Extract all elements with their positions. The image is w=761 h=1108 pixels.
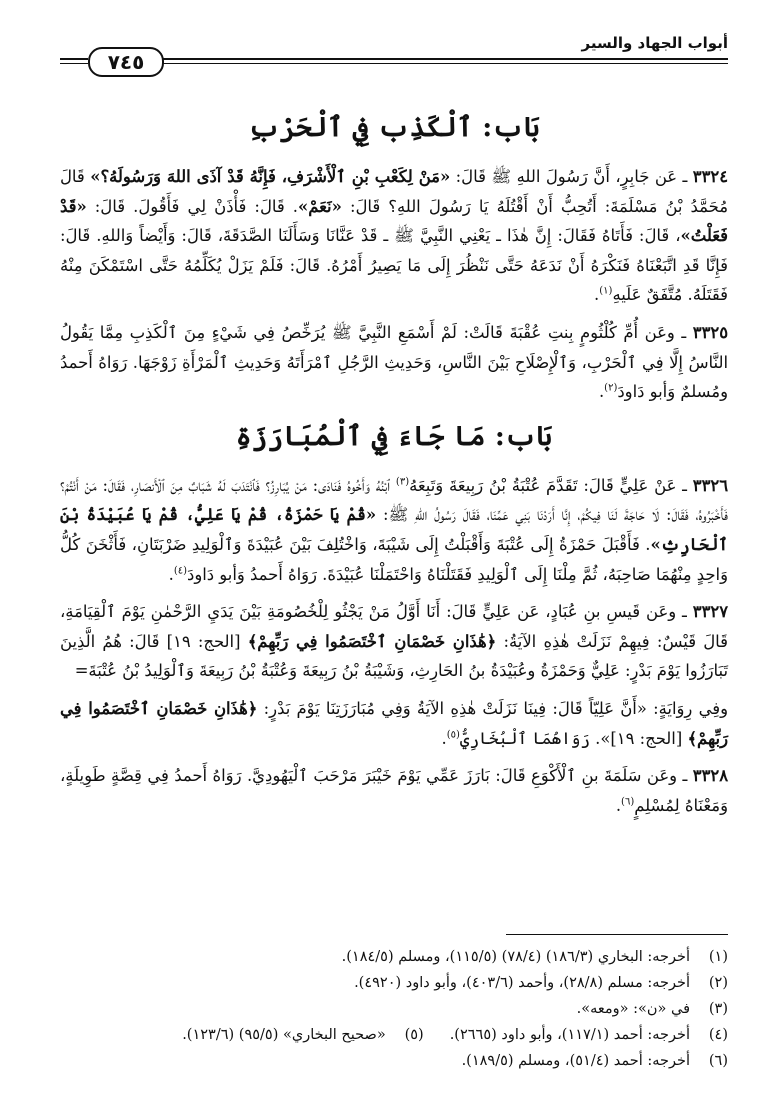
hadith-text: ـ عَنْ عَلِيٍّ قَالَ: تَقَدَّمَ عُتْبَةُ بْنُ رَبِيعَةَ وَتَبِعَهُ <box>409 475 693 495</box>
header-rule-thin <box>160 63 728 64</box>
footnote-number: (٢) <box>708 975 728 991</box>
footnote-text: أخرجه: أحمد (٥١/٤)، ومسلم (١٨٩/٥). <box>461 1053 690 1069</box>
hadith-text: [الحج: ١٩] قَالَ: هُمُ الَّذِينَ تَبَارَزُوا يَوْمَ بَدْرٍ: عَلِيٌّ وَحَمْزَةُ وعُبَيْدَةُ بنُ الحَارِثِ، وَشَيْبَةُ بْنُ رَبِيعَةَ وَعُتْبَةُ بْنُ رَبِيعَةَ وَٱلْوَلِيدُ بْنُ عُتْبَةَ= <box>60 631 728 681</box>
footnote-6 <box>60 1048 728 1074</box>
hadith-text: . <box>598 382 605 402</box>
hadith-3328 <box>60 761 728 820</box>
hadith-number: ٣٣٢٤ <box>692 167 728 186</box>
footnote-text: أخرجه: البخاري (١٨٦/٣) (٧٨/٤) (١١٥/٥)، ومسلم (١٨٤/٥). <box>341 949 690 965</box>
footnote-4-5 <box>60 1022 728 1048</box>
chapter-heading-lying-in-war: بَاب: ٱلْكَذِب فِي ٱلْحَرْبِ <box>248 112 540 143</box>
footnote-ref[interactable]: (٣) <box>395 476 410 488</box>
hadith-3324 <box>60 162 728 310</box>
hadith-text: وفِي رِوَايَةٍ: «أَنَّ عَلِيّاً قَالَ: فِينَا نَزَلَتْ هٰذِهِ الآيَةُ وَفِي مُبَارَزَتِنَا يَوْمَ بَدْرٍ: <box>257 698 728 718</box>
footnote-ref[interactable]: (٥) <box>446 729 460 741</box>
hadith-number: ٣٣٢٨ <box>692 766 728 786</box>
footnote-number: (٤) <box>708 1027 728 1043</box>
footnote-1 <box>60 944 728 970</box>
header-rule-tail <box>60 58 88 60</box>
prophet-speech: «نَعَمْ» <box>297 196 342 216</box>
hadith-text: قَالَ مُحَمَّدُ بْنُ مَسْلَمَةَ: أَتُحِبُّ أَنْ أَقْتُلَهُ يَا رَسُولَ اللهِ؟ قَالَ: <box>60 167 728 216</box>
footnotes <box>60 944 728 1074</box>
footnote-text: أخرجه: أحمد (١١٧/١)، وأبو داود (٢٦٦٥). <box>449 1027 690 1043</box>
chapter-heading-duel: بَاب: مَا جَاءَ فِي ٱلْمُبَارَزَةِ <box>235 420 553 452</box>
footnote-3 <box>60 996 728 1022</box>
hadith-3325 <box>60 318 728 407</box>
footnote-number: (٦) <box>708 1053 728 1069</box>
header-rule-tail-thin <box>60 63 88 64</box>
prophet-speech: «قُمْ يَا حَمْزَةُ، قُمْ يَا عَلِيُّ، قُمْ يَا عُبَيْدَةُ بْنَ ٱلْحَارِثِ» <box>60 505 728 554</box>
footnote-ref[interactable]: (٤) <box>173 565 188 577</box>
footnote-separator <box>506 934 728 935</box>
hadith-text: . <box>594 285 600 305</box>
footnote-text: أخرجه: مسلم (٢٨/٨)، وأحمد (٤٠٣/٦)، وأبو داود (٤٩٢٠). <box>354 975 690 991</box>
hadith-3327-variant <box>60 694 728 753</box>
footnote-number: (١) <box>708 949 728 965</box>
hadith-text: ـ عَن جَابِرٍ، أَنَّ رَسُولَ اللهِ ﷺ قَالَ: <box>450 167 693 186</box>
hadith-text: ـ وعَن قَيسِ بنِ عُبَادٍ، عَن عَلِيٍّ قَالَ: أَنَا أَوَّلُ مَنْ يَجْثُو لِلْخُصُومَةِ بَيْنَ يَدَيِ الرَّحْمٰنِ يَوْمَ ٱلْقِيَامَةِ، قَالَ قَيْسٌ: فِيهِمْ نَزَلَتْ هٰذِهِ الآيَةُ: <box>60 602 728 651</box>
page-body <box>60 108 728 828</box>
footnote-ref[interactable]: (٢) <box>604 382 618 394</box>
hadith-3327 <box>60 597 728 686</box>
hadith-3326 <box>60 471 728 589</box>
hadith-text: ، قَالَ: فَأَتَاهُ فَقَالَ: إِنَّ هٰذَا ـ يَعْنِي النَّبِيَّ ﷺ ـ قَدْ عَنَّانَا وَسَأَلَنَا الصَّدَقَةَ، قَالَ: وَأَيْضاً وَاللهِ. قَالَ: فَإِنَّا قَدِ اتَّبَعْنَاهُ فَنَكْرَهُ أَنْ نَدَعَهُ حَتَّى نَنْظُرَ إِلَى مَا يَصِيرُ أَمْرُهُ. قَالَ: فَلَمْ يَزَلْ يُكَلِّمُهُ حَتَّى اسْتَمْكَنَ مِنْهُ فَقَتَلَهُ. مُتَّفَقٌ عَلَيهِ <box>60 226 728 305</box>
footnote-number: (٥) <box>404 1027 424 1043</box>
footnote-text: في «ن»: «ومعه». <box>576 1001 690 1017</box>
hadith-number: ٣٣٢٧ <box>692 602 728 622</box>
hadith-text: ـ وعَن سَلَمَةَ بنِ ٱلْأَكْوَعِ قَالَ: بَارَزَ عَمِّي يَوْمَ خَيْبَرَ مَرْحَبَ ٱلْيَهُودِيَّ. رَوَاهُ أَحمدُ فِي قِصَّةٍ طَوِيلَةٍ، وَمَعْنَاهُ لِمُسْلِمٍ <box>60 766 728 815</box>
footnote-number: (٣) <box>708 1001 728 1017</box>
header-rule <box>160 58 728 60</box>
footnote-ref[interactable]: (١) <box>599 285 613 297</box>
quran-verse: ﴿هَٰذَانِ خَصْمَانِ ٱخْتَصَمُوا فِي رَبِّهِمْ﴾ <box>247 631 497 651</box>
hadith-text: . <box>168 564 174 584</box>
footnote-ref[interactable]: (٦) <box>621 796 635 808</box>
running-header <box>60 34 728 78</box>
hadith-text: . فَأَقْبَلَ حَمْزَةُ إِلَى عُتْبَةَ وَأَقْبَلْتُ إِلَى شَيْبَةَ، وَاخْتُلِفَ بَيْنَ عُبَيْدَةَ وَٱلْوَلِيدِ ضَرْبَتَانِ، فَأَثْخَنَ كُلُّ وَاحِدٍ مِنْهُمَا صَاحِبَهُ، ثُمَّ مِلْنَا إِلَى ٱلْوَلِيدِ فَقَتَلْنَاهُ وَاحْتَمَلْنَا عُبَيْدَةَ. رَوَاهُ أَحمدُ وَأبو دَاودَ <box>60 534 728 584</box>
running-title: أبواب الجهاد والسير <box>581 34 728 52</box>
hadith-number: ٣٣٢٥ <box>692 322 728 342</box>
hadith-text: ٱبْنُهُ وَأَخُوهُ فَنَادَى: مَنْ يُبَارِزُ؟ فَٱنْتَدَبَ لَهُ شَبَابٌ مِنَ ٱلْأَنصَارِ، فَقَالَ: مَنْ أَنْتُمْ؟ فَأَخْبَرُوهُ، فَقَالَ: لَا حَاجَةَ لَنَا فِيكُمْ، إِنَّا أَرَدْنَا بَنِي عَمِّنَا، فَقَالَ رَسُولُ اللهِ ﷺ: <box>60 475 728 525</box>
quran-verse: ﴿هَٰذَانِ خَصْمَانِ ٱخْتَصَمُوا فِي رَبِّهِمْ﴾ <box>60 698 728 748</box>
footnote-text: «صحيح البخاري» (٩٥/٥) (١٢٣/٦). <box>182 1027 386 1043</box>
hadith-text: ـ وعَن أُمِّ كُلْثُومٍ بِنتِ عُقْبَةَ قَالَتْ: لَمْ أَسْمَعِ النَّبِيَّ ﷺ يُرَخِّصُ فِي شَيْءٍ مِنَ ٱلْكَذِبِ مِمَّا يَقُولُ النَّاسُ إِلَّا فِي ٱلْحَرْبِ، وَٱلْإِصْلَاحِ بَيْنَ النَّاسِ، وَحَدِيثِ الرَّجُلِ ٱمْرَأَتَهُ وَحَدِيثِ ٱلْمَرْأَةِ زَوْجَهَا. رَوَاهُ أَحمدُ ومُسلمٌ وَأبو دَاودَ <box>60 322 728 402</box>
footnote-2 <box>60 970 728 996</box>
hadith-number: ٣٣٢٦ <box>692 475 728 495</box>
hadith-text: [الحج: ١٩]». رَوَاهُمَا ٱلْبُخَارِيُّ <box>459 728 688 748</box>
prophet-speech: «مَنْ لِكَعْبِ بْنِ ٱلْأَشْرَفِ، فَإِنَّهُ قَدْ آذَى اللهَ وَرَسُولَهُ؟» <box>90 167 451 186</box>
page-number: ٧٤٥ <box>88 47 164 77</box>
prophet-speech: «قَدْ فَعَلْتُ» <box>60 196 728 246</box>
hadith-text: . <box>615 795 622 815</box>
hadith-text: . قَالَ: فَأْذَنْ لِي فَأَقُولَ. قَالَ: <box>86 196 298 216</box>
hadith-text: . <box>441 728 447 748</box>
